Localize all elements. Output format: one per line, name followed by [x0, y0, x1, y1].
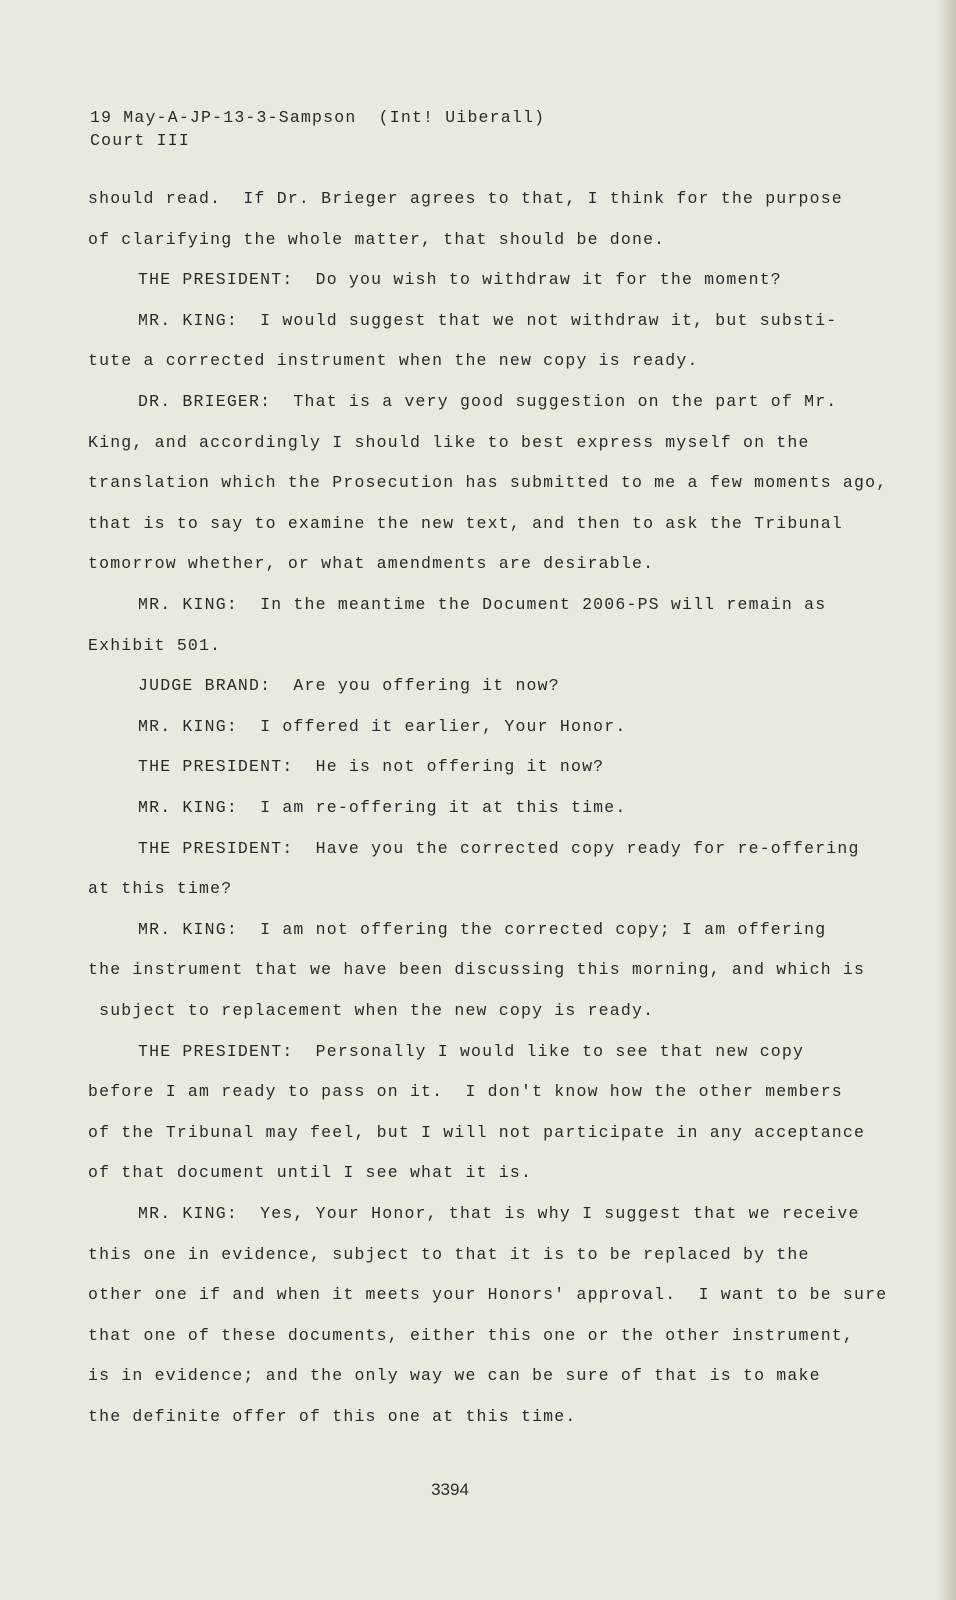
transcript-line: that is to say to examine the new text, and then to ask the Tribunal	[88, 513, 843, 533]
transcript-line: Exhibit 501.	[88, 635, 222, 655]
transcript-line: other one if and when it meets your Honors' approval. I want to be sure	[88, 1285, 888, 1305]
transcript-line: this one in evidence, subject to that it is to be replaced by the	[88, 1244, 810, 1264]
transcript-line: of that document until I see what it is.	[88, 1163, 533, 1183]
transcript-line: at this time?	[88, 879, 233, 899]
transcript-line: of clarifying the whole matter, that should be done.	[88, 229, 666, 249]
transcript-line: MR. KING: In the meantime the Document 2006-PS will remain as	[138, 595, 827, 614]
transcript-line: DR. BRIEGER: That is a very good suggestion on the part of Mr.	[138, 392, 838, 411]
transcript-line: THE PRESIDENT: Do you wish to withdraw it for the moment?	[138, 270, 782, 290]
transcript-line: of the Tribunal may feel, but I will not participate in any acceptance	[88, 1122, 866, 1142]
transcript-line: MR. KING: I am re-offering it at this time.	[138, 798, 627, 817]
transcript-line: tute a corrected instrument when the new copy is ready.	[88, 351, 699, 371]
document-header-id: 19 May-A-JP-13-3-Sampson (Int! Uiberall)	[90, 108, 546, 127]
transcript-line: that one of these documents, either this one or the other instrument,	[88, 1325, 855, 1345]
transcript-line: the instrument that we have been discussing this morning, and which is	[88, 960, 866, 980]
transcript-line: tomorrow whether, or what amendments are desirable.	[88, 554, 655, 574]
transcript-line: MR. KING: I am not offering the corrected copy; I am offering	[138, 919, 827, 939]
transcript-line: should read. If Dr. Brieger agrees to that, I think for the purpose	[88, 189, 843, 208]
page-edge-shadow	[936, 0, 956, 1600]
transcript-line: THE PRESIDENT: Have you the corrected copy ready for re-offering	[138, 838, 860, 858]
transcript-line: King, and accordingly I should like to best express myself on the	[88, 432, 810, 452]
transcript-line: before I am ready to pass on it. I don't know how the other members	[88, 1082, 843, 1102]
document-header-court: Court III	[90, 131, 190, 150]
transcript-line: MR. KING: Yes, Your Honor, that is why I suggest that we receive	[138, 1204, 860, 1223]
transcript-line: subject to replacement when the new copy is ready.	[88, 1001, 655, 1020]
transcript-line: translation which the Prosecution has submitted to me a few moments ago,	[88, 473, 888, 493]
transcript-line: MR. KING: I offered it earlier, Your Honor.	[138, 716, 627, 736]
transcript-line: is in evidence; and the only way we can be sure of that is to make	[88, 1366, 821, 1386]
transcript-line: JUDGE BRAND: Are you offering it now?	[138, 676, 560, 696]
transcript-line: THE PRESIDENT: Personally I would like to see that new copy	[138, 1041, 805, 1061]
transcript-line: the definite offer of this one at this time.	[88, 1407, 577, 1426]
transcript-line: THE PRESIDENT: He is not offering it now?	[138, 757, 605, 777]
transcript-line: MR. KING: I would suggest that we not withdraw it, but substi-	[138, 310, 838, 330]
page-number: 3394	[431, 1480, 469, 1499]
